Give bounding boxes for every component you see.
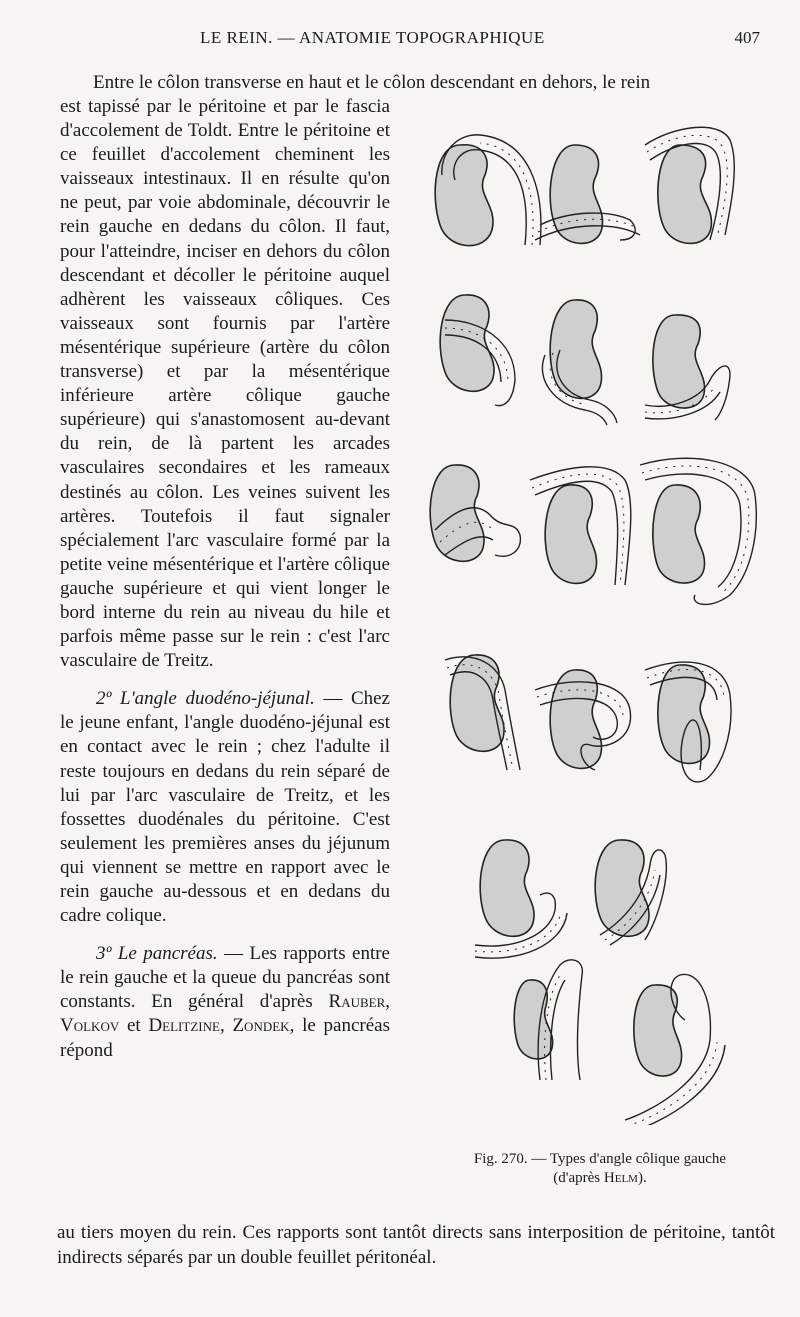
diagram-12 <box>645 662 731 782</box>
paragraph-2 <box>60 687 390 928</box>
diagram-10 <box>445 655 520 770</box>
diagram-5 <box>542 300 617 425</box>
diagram-3 <box>645 127 734 243</box>
diagram-15 <box>514 960 582 1080</box>
figure-colic-angle-types <box>415 105 785 1125</box>
diagram-1 <box>435 135 541 246</box>
text-column <box>60 95 390 1063</box>
closing-paragraph: au tiers moyen du rein. Ces rapports sont tantôt directs sans interposition de péritoine, tantôt indirects séparés par un double feuillet péritonéal. <box>57 1222 775 1268</box>
running-title: LE REIN. — ANATOMIE TOPOGRAPHIQUE <box>200 28 545 47</box>
paragraph-3-heading: 3º Le pancréas. <box>96 943 218 965</box>
diagram-16 <box>625 974 725 1125</box>
paragraph-1: est tapissé par le péritoine et par le fascia d'accolement de Toldt. Entre le péritoine et ce feuillet d'accolement cheminent les vaisseaux intestinaux. Il en résulte qu'on ne peut, par voie abdominale, découvrir le rein gauche en dedans du côlon. Il faut, pour l'atteindre, inciser en dehors du côlon descendant et décoller le péritoine auquel adhèrent les vaisseaux côliques. Ces vaisseaux sont fournis par l'artère mésentérique supérieure (artère du côlon transverse) et par la mésentérique inférieure artère côlique gauche supérieure) qui s'anastomosent au-devant du rein, de là partent les arcades vasculaires secondaires et les rameaux destinés au côlon. Les veines suivent les artères. Toutefois il faut signaler spécialement l'arc vasculaire formé par la petite veine mésentérique et l'artère côlique gauche supérieure et qui vient longer le bord interne du rein au niveau du hile et parfois même passe sur le rein : c'est l'arc vasculaire de Treitz. <box>60 96 390 672</box>
author-delitzine: Delitzine <box>148 1015 220 1037</box>
figure-caption: Fig. 270. — Types d'angle côlique gauche (d'après Helm). <box>473 1151 727 1186</box>
author-rauber: Rauber <box>328 991 386 1013</box>
paragraph-3-body-b: , le pancréas répond <box>60 1015 390 1061</box>
diagram-13 <box>475 840 567 958</box>
paragraph-2-body: — Chez le jeune enfant, l'angle duodéno-jéjunal est en contact avec le rein ; chez l'adulte il reste toujours en dedans du rein séparé de lui par l'arc vasculaire de Treitz, et les fossettes duodénales du péritoine. C'est seulement les premières anses du jéjunum qui viennent se mettre en rapport avec le rein gauche au-dessous et en dedans du cadre colique. <box>60 688 390 927</box>
diagram-9 <box>640 458 756 604</box>
diagram-8 <box>530 467 631 585</box>
diagram-6 <box>645 315 730 420</box>
paragraph-2-heading: 2º L'angle duodéno-jéjunal. <box>96 688 315 710</box>
page-number: 407 <box>734 28 760 47</box>
diagram-4 <box>440 295 515 406</box>
caption-prefix: Fig. 270. — Types d'angle côlique gauche <box>473 1151 727 1167</box>
paragraph-3-body-a: — Les rapports entre le rein gauche et la queue du pancréas sont constants. En général d'après <box>60 943 390 1013</box>
diagram-7 <box>430 465 520 561</box>
running-header <box>0 28 800 52</box>
diagram-11 <box>535 670 631 770</box>
intro-line: Entre le côlon transverse en haut et le côlon descendant en dehors, le rein <box>93 72 651 93</box>
diagram-14 <box>595 840 666 945</box>
caption-author: Helm <box>603 1170 638 1186</box>
diagram-2 <box>535 145 640 243</box>
paragraph-3: 3º Le pancréas. — Les rapports entre le rein gauche et la queue du pancréas sont constants. En général d'après Rauber, Volkov et Delitzine, Zondek, le pancréas répond <box>60 943 390 1061</box>
author-volkov: Volkov <box>60 1015 120 1037</box>
author-zondek: Zondek <box>232 1015 290 1037</box>
